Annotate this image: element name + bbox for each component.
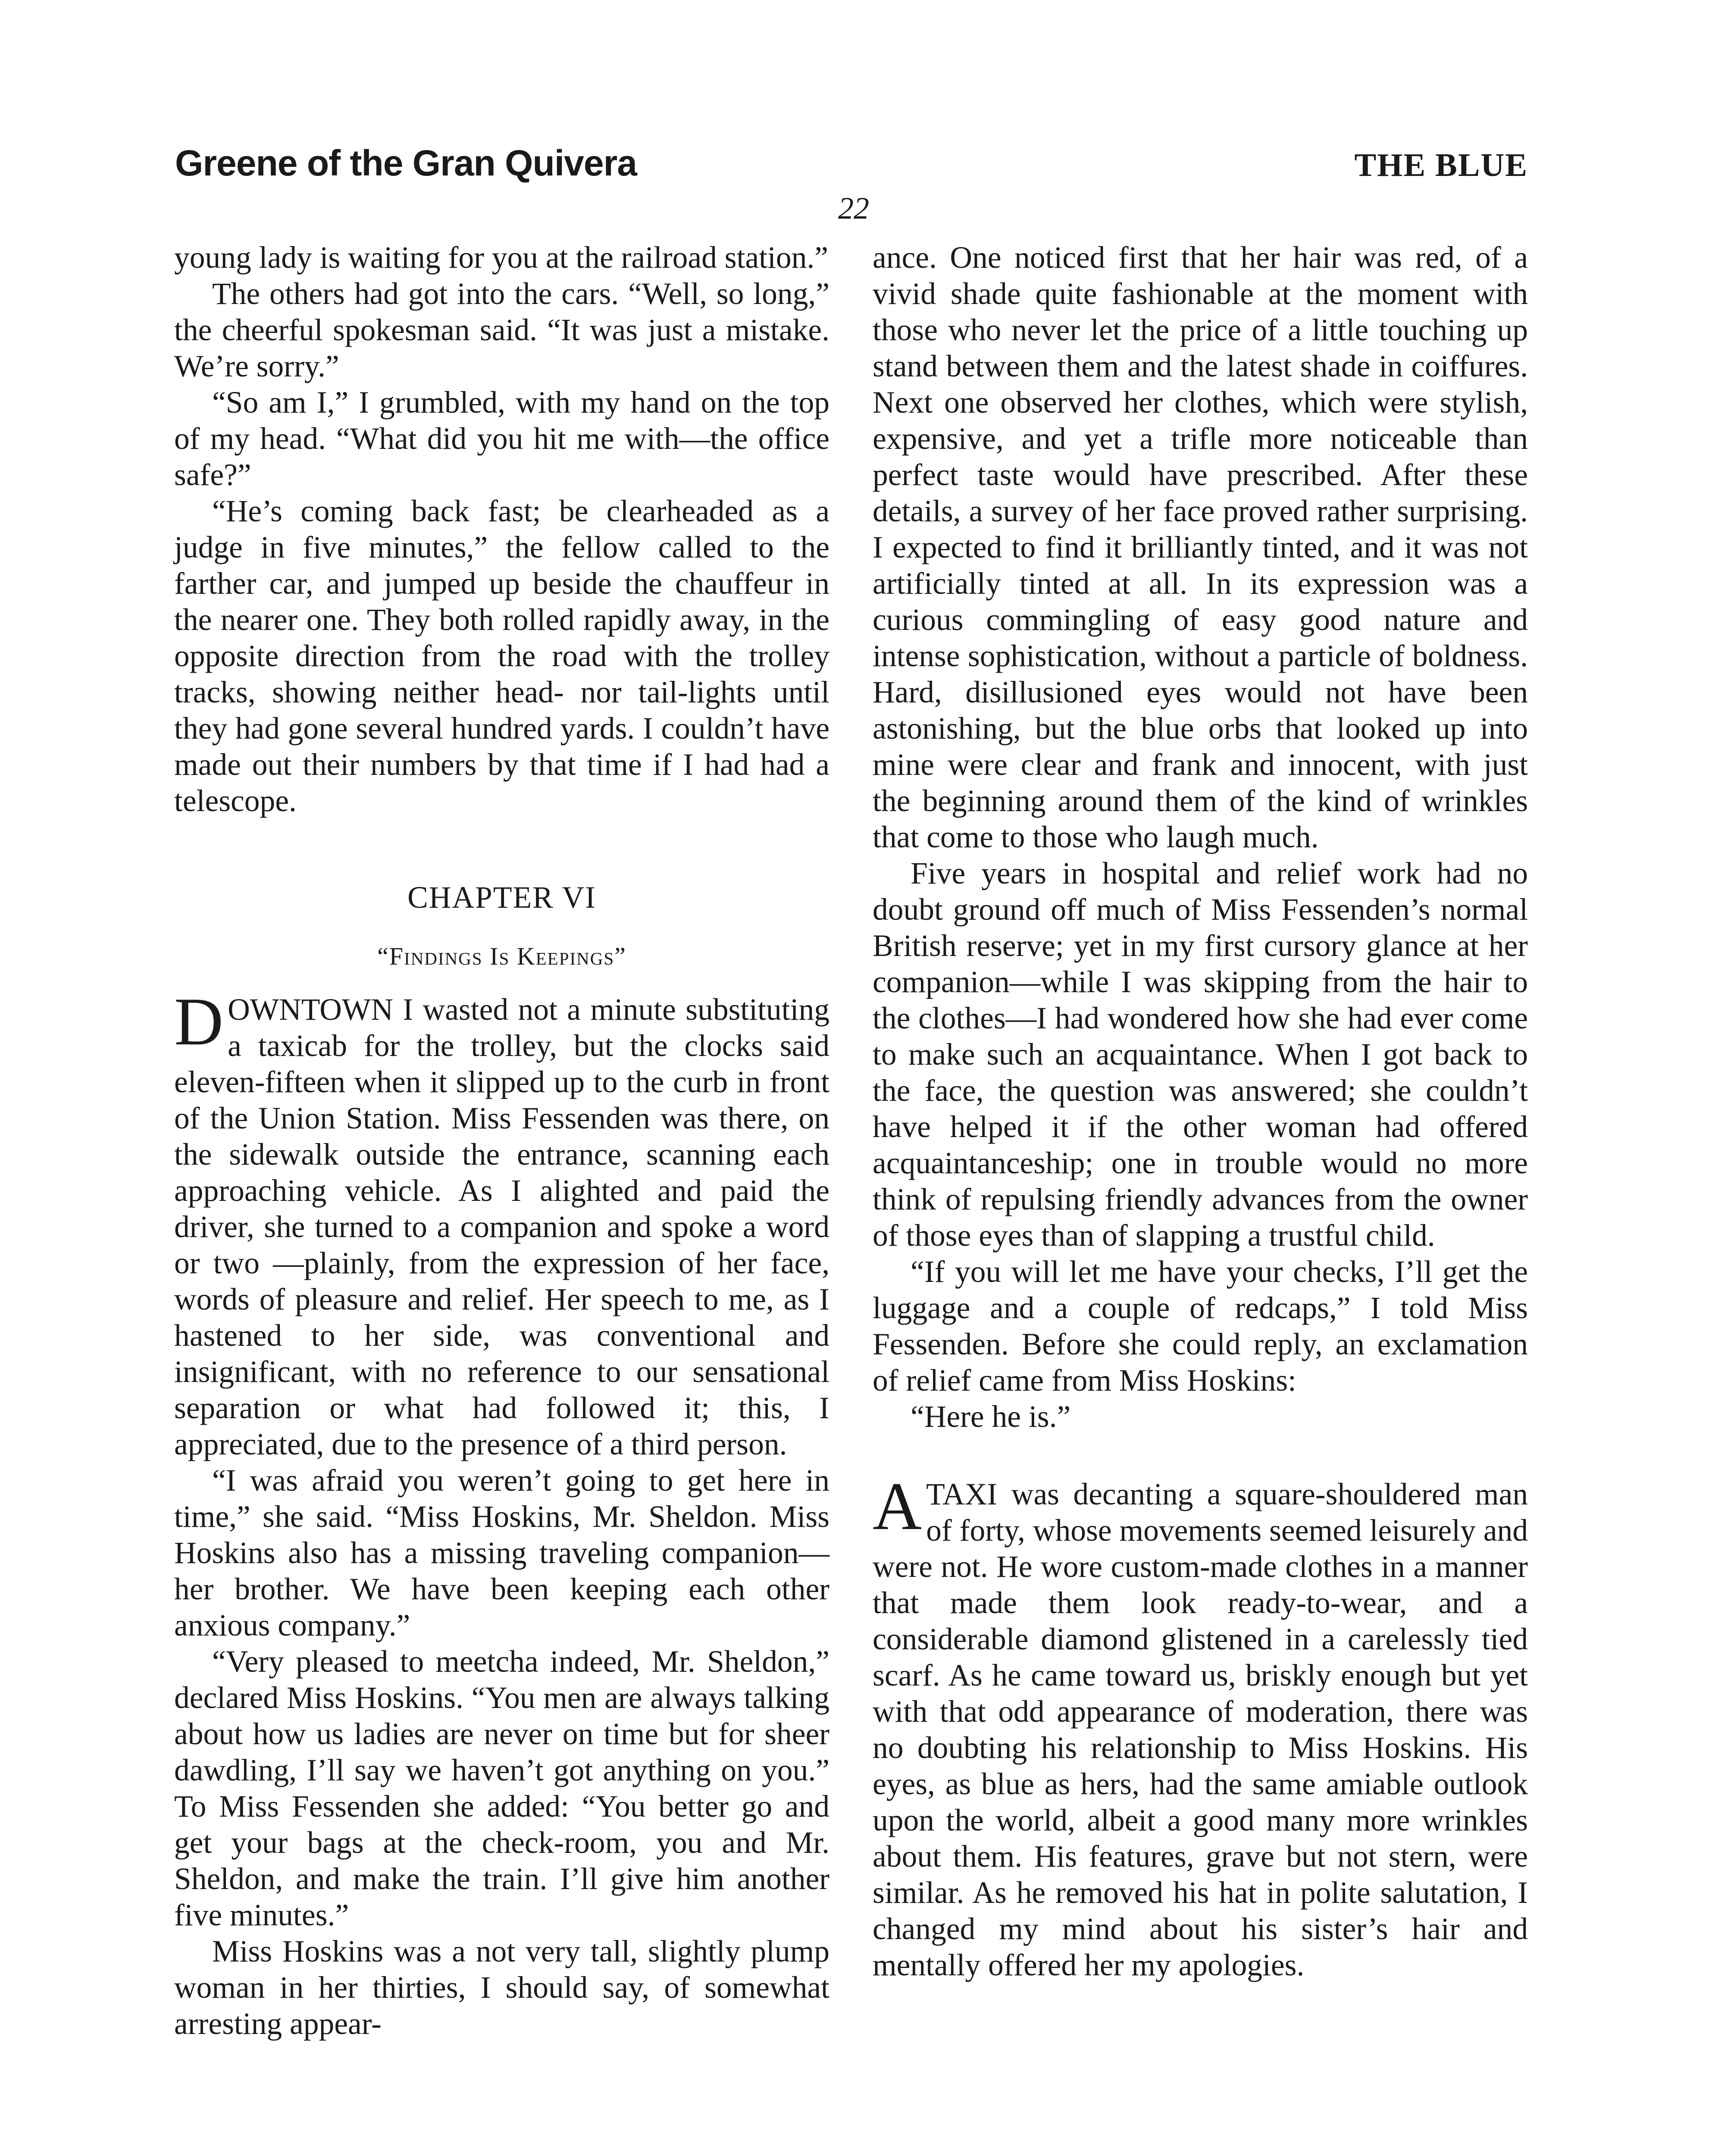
drop-cap: D — [174, 984, 224, 1059]
chapter-subtitle: “Findings Is Keepings” — [377, 942, 626, 970]
paragraph: The others had got into the cars. “Well, so long,” the cheerful spokesman said. “It was just a mistake. We’re sorry.” — [174, 277, 829, 383]
magazine-name: THE BLUE — [1354, 147, 1528, 183]
section-opening-paragraph — [873, 1469, 1528, 1984]
paragraph: ance. One noticed first that her hair was red, of a vivid shade quite fashionable at the moment with those who never let the price of a little touching up stand between them and the latest shade in coiffures. Next one observed her clothes, which were stylish, expensive, and yet a trifle more noticeable than perfect taste would have prescribed. After these details, a survey of her face proved rather surprising. I expected to find it brilliantly tinted, and it was not artificially tinted at all. In its expression was a curious commingling of easy good nature and intense sophistication, without a particle of boldness. Hard, disillusioned eyes would not have been astonishing, but the blue orbs that looked up into mine were clear and frank and innocent, with just the beginning around them of the kind of wrinkles that come to those who laugh much. — [873, 241, 1528, 854]
left-column — [174, 240, 829, 2042]
paragraph: “If you will let me have your checks, I’ll get the luggage and a couple of redcaps,” I told Miss Fessenden. Before she could reply, an exclamation of relief came from Miss Hoskins: — [873, 1255, 1528, 1398]
chapter-opening-text: OWNTOWN I wasted not a minute substituting a taxicab for the trolley, but the clocks said eleven-fifteen when it slipped up to the curb in front of the Union Station. Miss Fessenden was there, on the sidewalk outside the entrance, scanning each approaching vehicle. As I alighted and paid the driver, she turned to a companion and spoke a word or two —plainly, from the expression of her face, words of pleasure and relief. Her speech to me, as I hastened to her side, was conventional and insignificant, with no reference to our sensational separation or what had followed it; this, I appreciated, due to the presence of a third person. — [174, 993, 829, 1461]
paragraph: “Very pleased to meetcha indeed, Mr. Sheldon,” declared Miss Hoskins. “You men are always talking about how us ladies are never on time but for sheer dawdling, I’ll say we haven’t got anything on you.” To Miss Fessenden she added: “You better go and get your bags at the check-room, you and Mr. Sheldon, and make the train. I’ll give him another five minutes.” — [174, 1645, 829, 1932]
paragraph: “He’s coming back fast; be clearheaded as a judge in five minutes,” the fellow called to the farther car, and jumped up beside the chauffeur in the nearer one. They both rolled rapidly away, in the opposite direction from the road with the trolley tracks, showing neither head- nor tail-lights until they had gone several hundred yards. I couldn’t have made out their numbers by that time if I had had a telescope. — [174, 494, 829, 818]
paragraph: young lady is waiting for you at the railroad station.” — [174, 241, 829, 275]
page-number: 22 — [838, 191, 869, 226]
paragraph: “I was afraid you weren’t going to get here in time,” she said. “Miss Hoskins, Mr. Sheldon. Miss Hoskins also has a missing traveling companion—her brother. We have been keeping each other anxious company.” — [174, 1463, 829, 1642]
paragraph: Five years in hospital and relief work had no doubt ground off much of Miss Fessenden’s normal British reserve; yet in my first cursory glance at her companion—while I was skipping from the hair to the clothes—I had wondered how she had ever come to make such an acquaintance. When I got back to the face, the question was answered; she couldn’t have helped it if the other woman had offered acquaintanceship; one in trouble would no more think of repulsing friendly advances from the owner of those eyes than of slapping a trustful child. — [873, 856, 1528, 1253]
section-opening-text: TAXI was decanting a square-shouldered man of forty, whose movements seemed leisurely and were not. He wore custom-made clothes in a manner that made them look ready-to-wear, and a considerable diamond glistened in a carelessly tied scarf. As he came toward us, briskly enough but yet with that odd appearance of moderation, there was no doubting his relationship to Miss Hoskins. His eyes, as blue as hers, had the same amiable outlook upon the world, albeit a good many more wrinkles about them. His features, grave but not stern, were similar. As he removed his hat in polite salutation, I changed my mind about his sister’s hair and mentally offered her my apologies. — [873, 1477, 1528, 1982]
paragraph: “Here he is.” — [911, 1400, 1071, 1434]
paragraph: Miss Hoskins was a not very tall, slightly plump woman in her thirties, I should say, of somewhat arresting appear- — [174, 1934, 829, 2041]
drop-cap: A — [873, 1469, 922, 1544]
chapter-heading: CHAPTER VI — [407, 881, 596, 915]
chapter-opening-paragraph — [174, 984, 829, 1463]
right-column — [873, 240, 1528, 1984]
paragraph: “So am I,” I grumbled, with my hand on the top of my head. “What did you hit me with—the office safe?” — [174, 385, 829, 492]
running-title: Greene of the Gran Quivera — [175, 143, 637, 183]
